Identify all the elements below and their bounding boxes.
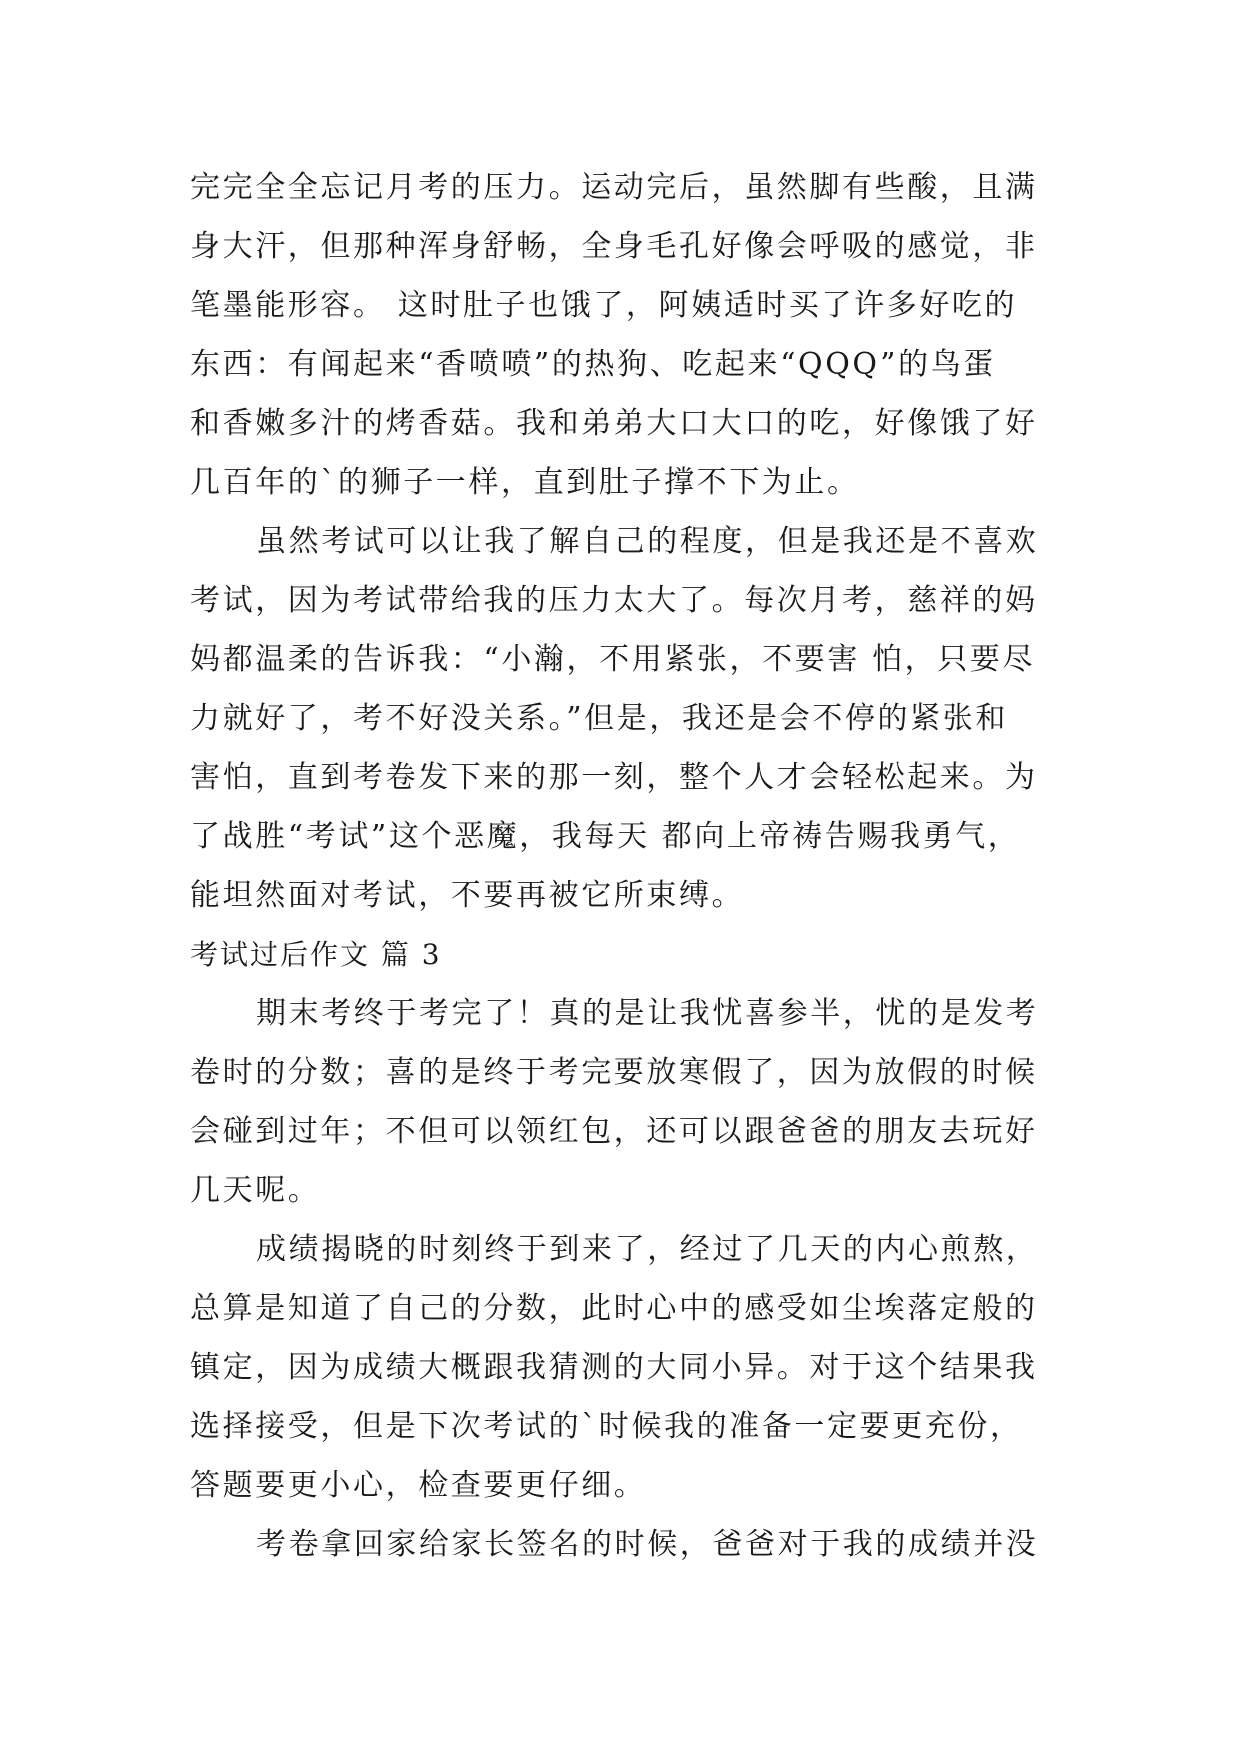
text-line: 了战胜“考试”这个恶魔，我每天 都向上帝祷告赐我勇气，	[190, 819, 1021, 854]
text-line: 害怕，直到考卷发下来的那一刻，整个人才会轻松起来。为	[190, 760, 1038, 795]
text-line: 几天呢。	[190, 1173, 321, 1208]
text-line: 答题要更小心，检查要更仔细。	[190, 1468, 647, 1503]
text-line: 镇定，因为成绩大概跟我猜测的大同小异。对于这个结果我	[190, 1350, 1038, 1385]
paragraph	[190, 512, 1065, 925]
text-line: 妈都温柔的告诉我：“小瀚，不用紧张，不要害 怕，只要尽	[190, 642, 1036, 677]
paragraph	[190, 158, 1065, 512]
paragraph	[190, 1515, 1065, 1574]
text-line: 考卷拿回家给家长签名的时候，爸爸对于我的成绩并没	[256, 1527, 1039, 1562]
text-line: 几百年的`的狮子一样，直到肚子撑不下为止。	[190, 465, 860, 500]
text-line: 东西：有闻起来“香喷喷”的热狗、吃起来“QQQ”的鸟蛋	[190, 347, 996, 382]
text-line: 虽然考试可以让我了解自己的程度，但是我还是不喜欢	[256, 524, 1039, 559]
text-line: 力就好了，考不好没关系。”但是，我还是会不停的紧张和	[190, 701, 1008, 736]
text-line: 考试，因为考试带给我的压力太大了。每次月考，慈祥的妈	[190, 583, 1038, 618]
text-line: 能坦然面对考试，不要再被它所束缚。	[190, 878, 745, 913]
paragraph	[190, 1220, 1065, 1515]
text-line: 身大汗，但那种浑身舒畅，全身毛孔好像会呼吸的感觉，非	[190, 229, 1038, 264]
section-heading: 考试过后作文 篇 3	[190, 938, 442, 971]
text-line: 会碰到过年；不但可以领红包，还可以跟爸爸的朋友去玩好	[190, 1114, 1038, 1149]
text-line: 成绩揭晓的时刻终于到来了，经过了几天的内心煎熬，	[256, 1232, 1039, 1267]
text-line: 卷时的分数；喜的是终于考完要放寒假了，因为放假的时候	[190, 1055, 1038, 1090]
paragraph	[190, 984, 1065, 1220]
document-body	[190, 158, 1065, 1574]
text-line: 完完全全忘记月考的压力。运动完后，虽然脚有些酸，且满	[190, 170, 1038, 205]
text-line: 期末考终于考完了！真的是让我忧喜参半，忧的是发考	[256, 996, 1039, 1031]
text-line: 笔墨能形容。 这时肚子也饿了，阿姨适时买了许多好吃的	[190, 288, 1018, 323]
text-line: 总算是知道了自己的分数，此时心中的感受如尘埃落定般的	[190, 1291, 1038, 1326]
text-line: 和香嫩多汁的烤香菇。我和弟弟大口大口的吃，好像饿了好	[190, 406, 1038, 441]
text-line: 选择接受，但是下次考试的`时候我的准备一定要更充份，	[190, 1409, 1023, 1444]
